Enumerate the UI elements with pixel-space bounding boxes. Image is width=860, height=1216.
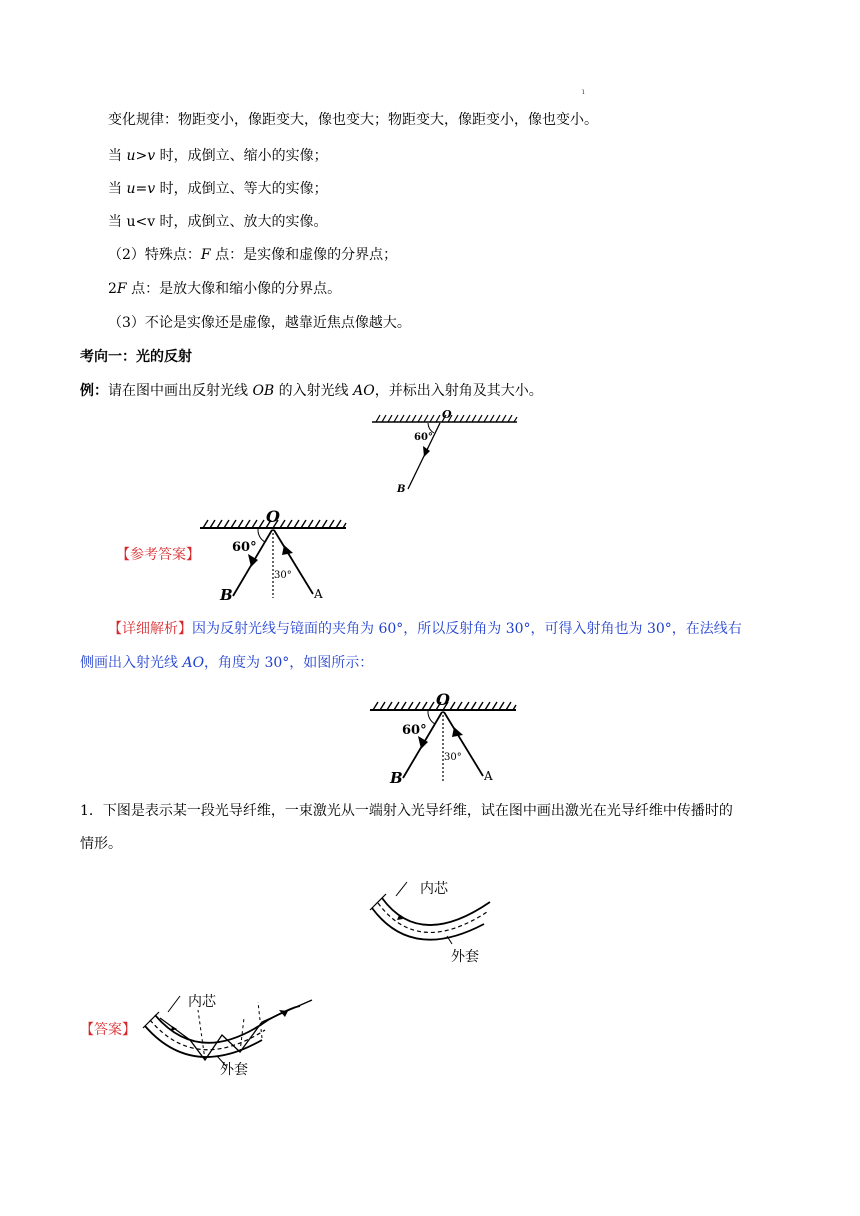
analysis-text: 因为反射光线与镜面的夹角为 60°，所以反射角为 30°，可得入射角也为 30°，在法线右	[192, 621, 742, 637]
ray-AO: AO	[182, 655, 205, 671]
label-B: B	[397, 484, 406, 495]
text: （2）特殊点：	[108, 247, 201, 263]
section-title: 考向一：光的反射	[80, 349, 192, 365]
ray-AO: AO	[353, 383, 375, 399]
label-core: 内芯	[420, 881, 448, 897]
label-sheath: 外套	[451, 949, 479, 965]
fiber-end-face	[143, 1012, 159, 1028]
label-B: B	[390, 769, 403, 787]
question-1-line-1: 1．下图是表示某一段光导纤维，一束激光从一端射入光导纤维，试在图中画出激光在光导纤维中传播时的	[80, 803, 733, 819]
text: 时，成倒立、缩小的实像；	[155, 148, 328, 164]
rule-case-3: 当 u<v 时，成倒立、放大的实像。	[108, 214, 328, 230]
example-label: 例：	[80, 383, 108, 399]
label-O: O	[436, 690, 450, 709]
text: 当	[108, 148, 127, 164]
text: 的入射光线	[274, 383, 354, 399]
label-angle-60: 60°	[232, 540, 257, 555]
label-angle-30: 30°	[444, 752, 462, 763]
var-u: u	[126, 181, 136, 197]
rule-focus: （3）不论是实像还是虚像，越靠近焦点像越大。	[108, 315, 411, 331]
reference-answer-label: 【参考答案】	[116, 547, 200, 563]
page-mark: ı	[582, 87, 585, 96]
label-O: O	[442, 408, 452, 421]
text: 侧画出入射光线	[80, 655, 183, 671]
label-core: 内芯	[188, 994, 216, 1010]
var-F: F	[200, 247, 211, 263]
answer-label: 【答案】	[80, 1022, 136, 1038]
var-F: F	[116, 281, 127, 297]
text: 请在图中画出反射光线	[108, 383, 253, 399]
label-sheath: 外套	[220, 1062, 248, 1078]
var-u: u	[126, 148, 136, 164]
text: 当	[108, 181, 127, 197]
leader-line-core	[168, 996, 180, 1012]
label-B: B	[220, 586, 233, 604]
label-angle-30: 30°	[274, 570, 292, 581]
question-1-line-2: 情形。	[80, 836, 122, 852]
text: 点：是放大像和缩小像的分界点。	[126, 281, 342, 297]
op: =	[135, 181, 148, 197]
label-angle-60: 60°	[414, 432, 433, 443]
ray-OB: OB	[252, 383, 275, 399]
label-angle-60: 60°	[402, 723, 427, 738]
text: 时，成倒立、等大的实像；	[155, 181, 328, 197]
var-v: v	[147, 148, 156, 164]
label-A: A	[484, 769, 493, 783]
text: 2	[108, 281, 117, 297]
op: >	[135, 148, 148, 164]
analysis-label: 【详细解析】	[108, 621, 192, 637]
label-A: A	[314, 587, 323, 601]
rule-change: 变化规律：物距变小，像距变大，像也变大；物距变大，像距变小，像也变小。	[108, 112, 598, 128]
text: 点：是实像和虚像的分界点；	[210, 247, 398, 263]
label-O: O	[266, 507, 280, 526]
fiber-outer-top	[155, 1006, 300, 1043]
text: ，并标出入射角及其大小。	[374, 383, 543, 399]
var-v: v	[147, 181, 156, 197]
text: ，角度为 30°，如图所示：	[204, 655, 374, 671]
